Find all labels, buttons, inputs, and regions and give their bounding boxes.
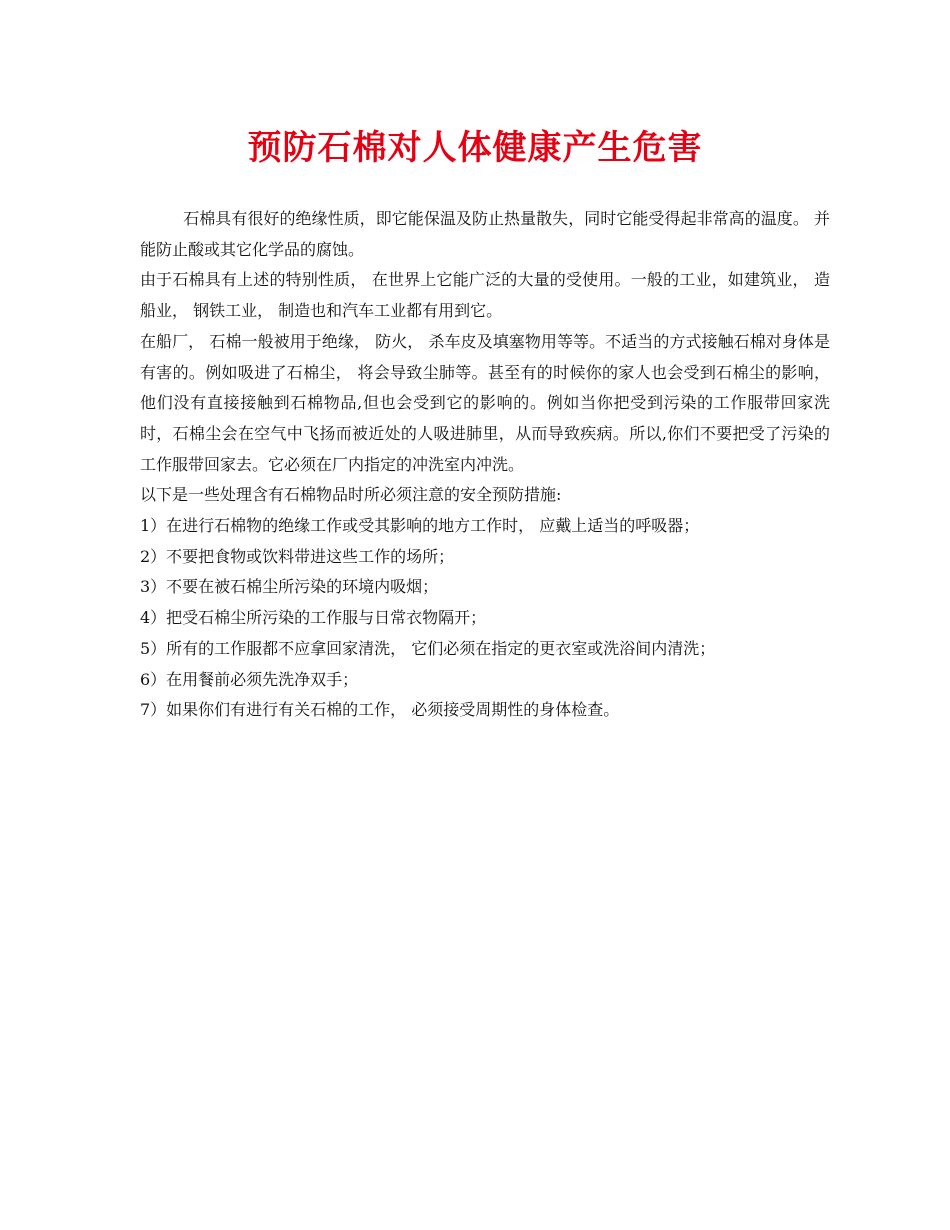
- paragraph-asbestos-usage: 由于石棉具有上述的特别性质， 在世界上它能广泛的大量的受使用。一般的工业，如建筑业， 造船业， 钢铁工业， 制造也和汽车工业都有用到它。: [140, 270, 830, 321]
- list-item: 7）如果你们有进行有关石棉的工作， 必须接受周期性的身体检查。: [140, 700, 620, 720]
- list-item: 4）把受石棉尘所污染的工作服与日常衣物隔开；: [140, 608, 487, 628]
- document-body: [140, 204, 830, 726]
- list-item: 3）不要在被石棉尘所污染的环境内吸烟；: [140, 577, 439, 597]
- list-item: 5）所有的工作服都不应拿回家清洗， 它们必须在指定的更衣室或洗浴间内清洗；: [140, 638, 716, 658]
- list-item: 6）在用餐前必须先洗净双手；: [140, 669, 359, 689]
- paragraph-asbestos-hazards: 在船厂， 石棉一般被用于绝缘， 防火， 杀车皮及填塞物用等等。不适当的方式接触石棉对身体是有害的。例如吸进了石棉尘， 将会导致尘肺等。甚至有的时候你的家人也会受到石棉尘的影响，他们没有直接接触到石棉物品,但也会受到它的影响的。例如当你把受到污染的工作服带回家洗时，石棉尘会在空气中飞扬而被近处的人吸进肺里，从而导致疾病。所以,你们不要把受了污染的工作服带回家去。它必须在厂内指定的冲洗室内冲洗。: [140, 331, 830, 474]
- safety-measures-list: [140, 511, 830, 726]
- document-title: 预防石棉对人体健康产生危害: [247, 128, 703, 168]
- paragraph-asbestos-properties: 石棉具有很好的绝缘性质，即它能保温及防止热量散失，同时它能受得起非常高的温度。 并能防止酸或其它化学品的腐蚀。: [140, 209, 830, 259]
- paragraph-measures-intro: 以下是一些处理含有石棉物品时所必须注意的安全预防措施:: [140, 485, 562, 505]
- list-item: 1）在进行石棉物的绝缘工作或受其影响的地方工作时， 应戴上适当的呼吸器；: [140, 516, 700, 536]
- list-item: 2）不要把食物或饮料带进这些工作的场所；: [140, 546, 455, 566]
